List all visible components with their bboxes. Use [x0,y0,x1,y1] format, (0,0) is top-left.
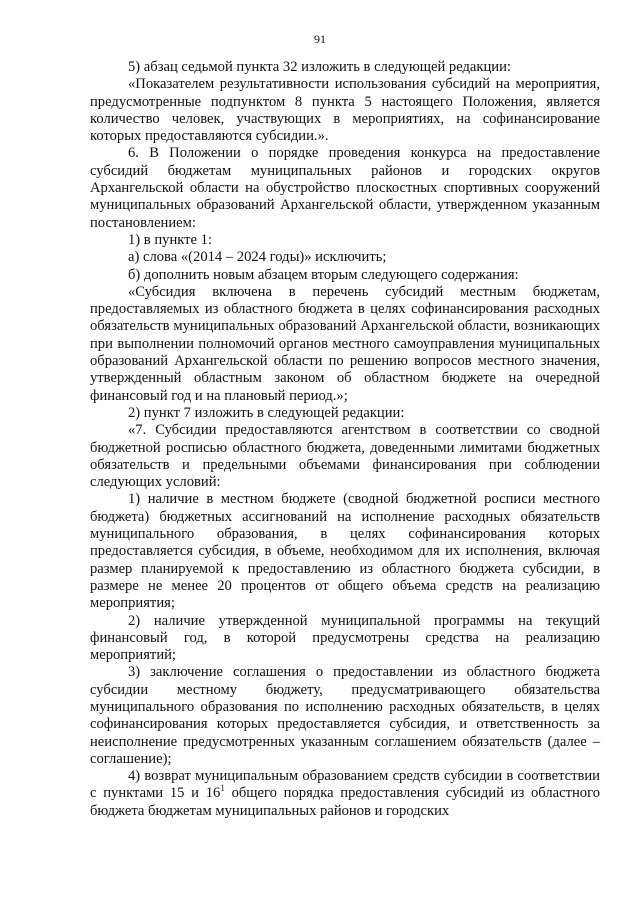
paragraph-condition-3: 3) заключение соглашения о предоставлении из областного бюджета субсидии местному бюджету, предусматривающего обязательства муниципального образования по исполнению расходных обязательств, в целях софинансирования которых предоставляется субсидия, и ответственность за неисполнение предусмотренных указанным соглашением обязательств (далее – соглашение); [90,664,600,767]
paragraph-section-6: 6. В Положении о порядке проведения конкурса на предоставление субсидий бюджетам муниципальных районов и городских округов Архангельской области на обустройство плоскостных спортивных сооружений муниципальных образований Архангельской области, утвержденном указанным постановлением: [90,145,600,231]
paragraph-subpoint-a: а) слова «(2014 – 2024 годы)» исключить; [128,249,387,266]
paragraph-clause-7: «7. Субсидии предоставляются агентством в соответствии со сводной бюджетной росписью областного бюджета, доведенными лимитами бюджетных обязательств и предельными объемами финансирования при соблюдении следующих условий: [90,422,600,491]
footnote-superscript: 1 [220,783,225,794]
paragraph-item-5: 5) абзац седьмой пункта 32 изложить в следующей редакции: [128,59,511,75]
condition-4-text-start: 4) возврат муниципальным образованием средств субсидии в соответствии с пунктами 15 и 16 [90,768,600,802]
paragraph-subpoint-b: б) дополнить новым абзацем вторым следующего содержания: [128,266,519,283]
paragraph-condition-2: 2) наличие утвержденной муниципальной программы на текущий финансовый год, в которой предусмотрены средства на реализацию мероприятий; [90,612,600,664]
paragraph-point-2: 2) пункт 7 изложить в следующей редакции: [128,404,405,421]
page-number: 91 [314,32,326,46]
document-body [90,59,600,820]
paragraph-point-1: 1) в пункте 1: [128,231,213,248]
paragraph-subsidy-quote: «Субсидия включена в перечень субсидий местным бюджетам, предоставляемых из областного бюджета в целях софинансирования расходных обязательств муниципальных образований Архангельской области, возникающих при выполнении полномочий органов местного самоуправления муниципальных образований Архангельской области по решению вопросов местного значения, утвержденный областным законом об областном бюджете на очередной финансовый год и на плановый период.»; [90,283,600,404]
condition-4-text-end: общего порядка предоставления субсидий из областного бюджета бюджетам муниципальных районов и городских [90,785,600,819]
paragraph-indicator-quote: «Показателем результативности использования субсидий на мероприятия, предусмотренные подпунктом 8 пункта 5 настоящего Положения, является количество человек, участвующих в мероприятиях, на софинансирование которых предоставляются субсидии.». [90,76,600,145]
paragraph-condition-1: 1) наличие в местном бюджете (сводной бюджетной росписи местного бюджета) бюджетных ассигнований на исполнение расходных обязательств муниципального образования, в целях софинансирования которых предоставляется субсидия, в объеме, необходимом для их исполнения, включая размер планируемой к предоставлению из областного бюджета субсидии, в размере не менее 20 процентов от общего объема средств на реализацию мероприятия; [90,491,600,612]
paragraph-condition-4 [90,768,600,820]
